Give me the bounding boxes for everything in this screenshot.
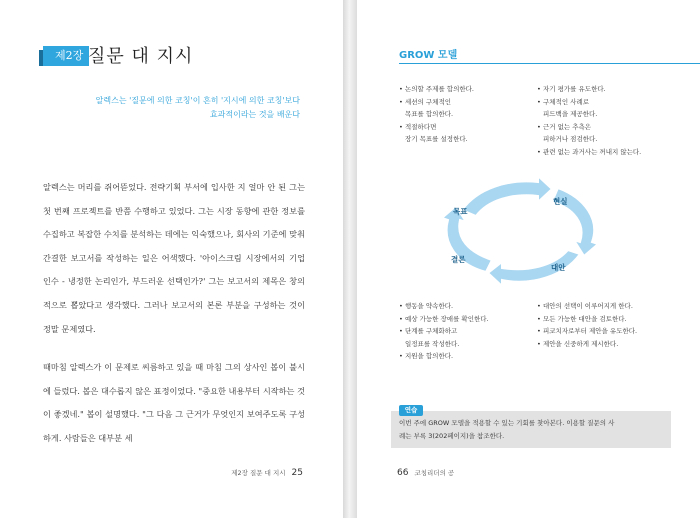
list-item: • 단계를 구체화하고 <box>399 325 489 338</box>
list-item: 일정표를 작성한다. <box>405 339 460 348</box>
list-item: • 논의할 주제를 합의한다. <box>399 83 474 96</box>
paragraph-text: 때마침 알렉스가 이 문제로 씨름하고 있을 때 마침 그의 상사인 봅이 불시에 들렀다. 봅은 대수롭지 않은 표정이었다. "중요한 내용부터 시작하는 것이 좋겠네." 봅이 설명했다. "그 다음 그 근거가 무엇인지 보여주도록 구성하게. 사람들은 대부분 세 <box>43 362 305 443</box>
reality-list <box>537 83 641 158</box>
list-item: 피드백을 제공한다. <box>543 110 598 118</box>
list-item: • 모든 가능한 대안을 검토한다. <box>537 313 637 326</box>
list-item: • 피코치자로부터 제안을 유도한다. <box>537 325 637 338</box>
exercise-text-line: 이번 주에 GROW 모델을 적용할 수 있는 기회를 찾아본다. 이용할 질문의 사 <box>399 419 615 427</box>
exercise-box <box>391 411 671 448</box>
list-item: • 구체적인 사례로 <box>537 96 641 109</box>
list-item: • 근거 없는 추측은 <box>537 121 641 134</box>
list-item: • 예상 가능한 장애를 확인한다. <box>399 313 489 326</box>
wrapup-list <box>399 300 489 363</box>
list-item: 장기 목표를 설정한다. <box>405 135 468 143</box>
chapter-tab: 제2장 <box>43 46 89 66</box>
exercise-text-line: 례는 부록 3(202페이지)을 참조한다. <box>399 431 505 440</box>
section-title: GROW 모델 <box>399 50 458 61</box>
options-list <box>537 300 637 350</box>
chapter-title: 질문 대 지시 <box>88 46 194 67</box>
list-item: 피하거나 점검한다. <box>543 135 598 143</box>
list-item: • 적절하다면 <box>399 121 474 134</box>
chapter-subtitle <box>60 94 300 122</box>
list-item: • 대안의 선택이 이루어지게 한다. <box>537 300 637 313</box>
exercise-badge: 연습 <box>399 405 423 416</box>
left-page <box>0 0 343 518</box>
page-number: 25 <box>291 468 303 478</box>
list-item: • 자기 평가를 유도한다. <box>537 83 641 96</box>
list-item: • 제안을 신중하게 제시한다. <box>537 338 637 351</box>
title-divider <box>399 63 700 64</box>
body-paragraph-1 <box>43 176 305 341</box>
list-item: • 지원을 합의한다. <box>399 350 489 363</box>
page-footer <box>231 468 303 478</box>
book-gutter <box>343 0 357 518</box>
right-page <box>357 0 700 518</box>
footer-book-label: 코칭리더의 공 <box>414 469 455 477</box>
list-item: • 세션의 구체적인 <box>399 96 474 109</box>
page-number: 66 <box>397 468 409 478</box>
cycle-arrow-goal-to-reality <box>462 176 552 216</box>
subtitle-line: 알렉스는 '질문에 의한 코칭'이 흔히 '지시에 의한 코칭'보다 <box>95 96 300 105</box>
footer-chapter-label: 제2장 질문 대 지시 <box>231 469 286 477</box>
body-paragraph-2 <box>43 356 305 450</box>
subtitle-line: 효과적이라는 것을 배운다 <box>209 110 300 119</box>
list-item: 목표를 합의한다. <box>405 110 454 118</box>
paragraph-text: 알렉스는 머리를 쥐어뜯었다. 전략기획 부서에 입사한 지 얼마 안 된 그는 첫 번째 프로젝트를 반쯤 수행하고 있었다. 그는 시장 동향에 관한 정보를 수집하고 복잡한 수치를 분석하는 데에는 익숙했으나, 회사의 기준에 맞춰 간결한 보고서를 작성하는 일은 어색했다. '아이스크림 시장에서의 기업 인수 - 냉정한 논리인가, 부드러운 선택인가?' 그는 보고서의 제목은 창의적으로 뽑았다고 생각했다. 그러나 보고서의 본론 부분을 구성하는 것이 정말 문제였다. <box>43 182 305 334</box>
cycle-label-options: 대안 <box>551 263 566 272</box>
list-item: • 관련 없는 과거사는 꺼내지 않는다. <box>537 146 641 159</box>
cycle-label-reality: 현실 <box>553 197 568 206</box>
cycle-label-wrapup: 결론 <box>451 255 466 264</box>
grow-cycle-diagram <box>440 176 600 288</box>
cycle-arrow-options-to-wrapup <box>488 250 580 286</box>
cycle-label-goal: 목표 <box>453 207 468 216</box>
goal-list <box>399 83 474 146</box>
list-item: • 행동을 약속한다. <box>399 300 489 313</box>
page-footer <box>397 468 454 478</box>
